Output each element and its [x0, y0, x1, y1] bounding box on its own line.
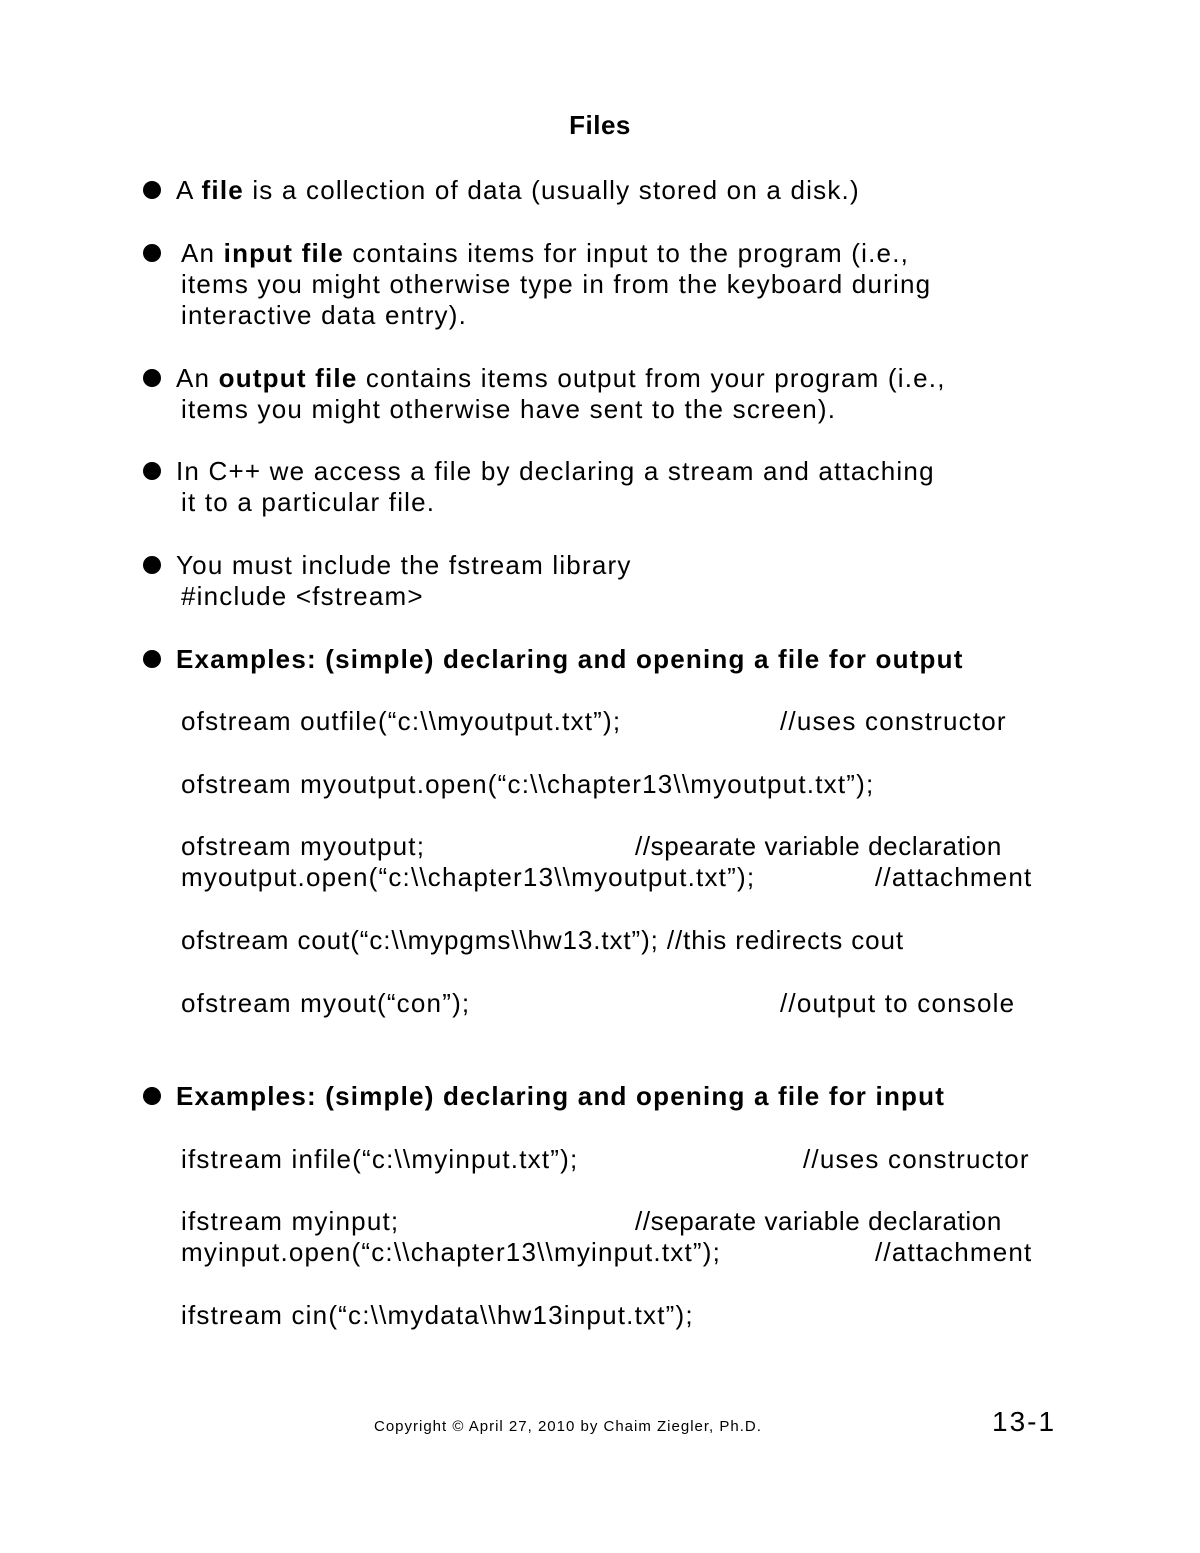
bullet-text-bold: output file — [218, 363, 358, 393]
bullet-icon — [143, 181, 161, 199]
bullet-text-bold: input file — [223, 238, 344, 268]
page-title: Files — [569, 110, 631, 140]
bullet-text-line: interactive data entry). — [181, 300, 468, 330]
include-directive: #include <fstream> — [181, 581, 424, 611]
page-number: 13-1 — [992, 1406, 1057, 1437]
bullet-text-pre: An — [176, 363, 219, 393]
bullet-icon — [143, 462, 161, 480]
bullet-include-text: You must include the fstream library — [176, 550, 632, 580]
bullet-text-line: items you might otherwise have sent to the screen). — [181, 394, 837, 424]
code-line: ifstream myinput; — [181, 1206, 400, 1236]
bullet-input-file-definition — [181, 238, 909, 269]
bullet-text-line: it to a particular file. — [181, 487, 436, 517]
input-examples-heading: Examples: (simple) declaring and opening a file for input — [176, 1081, 946, 1111]
bullet-icon — [143, 1087, 161, 1105]
bullet-text-pre: An — [181, 238, 224, 268]
bullet-icon — [143, 556, 161, 574]
bullet-text-post: contains items output from your program (i.e., — [357, 363, 946, 393]
code-line: ifstream cin(“c:\\mydata\\hw13input.txt”); — [181, 1300, 694, 1330]
code-comment: //attachment — [875, 1237, 1033, 1267]
bullet-text-post: is a collection of data (usually stored on a disk.) — [243, 175, 860, 205]
code-comment: //uses constructor — [780, 706, 1007, 736]
output-examples-heading: Examples: (simple) declaring and opening a file for output — [176, 644, 964, 674]
code-line: ifstream infile(“c:\\myinput.txt”); — [181, 1144, 579, 1174]
code-comment: //output to console — [780, 988, 1016, 1018]
bullet-file-definition — [176, 175, 860, 206]
code-comment: //uses constructor — [803, 1144, 1030, 1174]
code-line: ofstream myout(“con”); — [181, 988, 471, 1018]
code-line: ofstream outfile(“c:\\myoutput.txt”); — [181, 706, 622, 736]
code-comment: //attachment — [875, 862, 1033, 892]
code-line: ofstream myoutput.open(“c:\\chapter13\\myoutput.txt”); — [181, 769, 875, 799]
code-comment: //spearate variable declaration — [635, 831, 1002, 861]
bullet-text-post: contains items for input to the program (i.e., — [343, 238, 910, 268]
bullet-icon — [143, 244, 161, 262]
code-line: myinput.open(“c:\\chapter13\\myinput.txt”); — [181, 1237, 722, 1267]
code-line: ofstream cout(“c:\\mypgms\\hw13.txt”); //this redirects cout — [181, 925, 904, 955]
bullet-icon — [143, 650, 161, 668]
code-comment: //separate variable declaration — [635, 1206, 1002, 1236]
code-line: ofstream myoutput; — [181, 831, 426, 861]
code-line: myoutput.open(“c:\\chapter13\\myoutput.txt”); — [181, 862, 756, 892]
bullet-text-line: items you might otherwise type in from the keyboard during — [181, 269, 932, 299]
copyright-footer: Copyright © April 27, 2010 by Chaim Ziegler, Ph.D. — [374, 1418, 762, 1435]
bullet-stream-text: In C++ we access a file by declaring a stream and attaching — [176, 456, 935, 486]
bullet-output-file-definition — [176, 363, 946, 394]
bullet-text-pre: A — [176, 175, 202, 205]
bullet-text-bold: file — [201, 175, 244, 205]
bullet-icon — [143, 369, 161, 387]
